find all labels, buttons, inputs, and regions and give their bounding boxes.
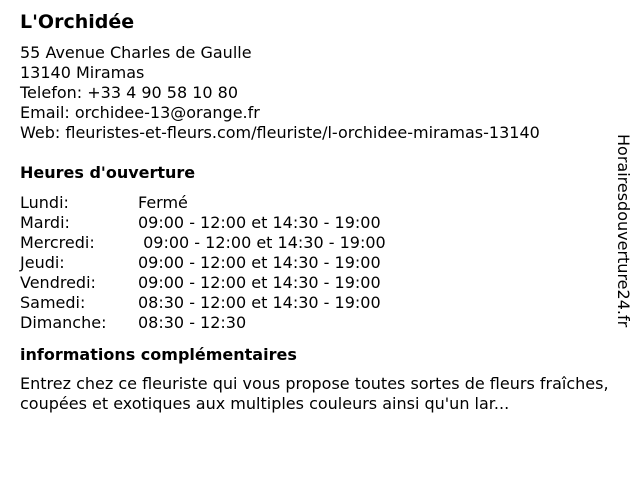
address-city: 13140 Miramas xyxy=(20,63,145,82)
hours-time: 09:00 - 12:00 et 14:30 - 19:00 xyxy=(138,213,381,232)
hours-time: 09:00 - 12:00 et 14:30 - 19:00 xyxy=(138,253,381,272)
site-watermark: Horairesdouverture24.fr xyxy=(614,134,633,328)
hours-time: 08:30 - 12:30 xyxy=(138,313,247,332)
hours-time: 09:00 - 12:00 et 14:30 - 19:00 xyxy=(138,273,381,292)
hours-heading: Heures d'ouverture xyxy=(20,163,196,182)
hours-row-jeudi xyxy=(20,253,612,273)
store-card xyxy=(20,10,612,414)
phone-line: Telefon: +33 4 90 58 10 80 xyxy=(20,83,239,102)
hours-table xyxy=(20,193,612,333)
info-description: Entrez chez ce fleuriste qui vous propose toutes sortes de fleurs fraîches, coupées et exotiques aux multiples couleurs ainsi qu'un lar... xyxy=(20,374,609,413)
info-heading: informations complémentaires xyxy=(20,345,297,364)
hours-day: Vendredi: xyxy=(20,273,96,292)
hours-time: 08:30 - 12:00 et 14:30 - 19:00 xyxy=(138,293,381,312)
hours-day: Jeudi: xyxy=(20,253,65,272)
hours-row-samedi xyxy=(20,293,612,313)
hours-row-mercredi xyxy=(20,233,612,253)
hours-row-dimanche xyxy=(20,313,612,333)
hours-row-lundi xyxy=(20,193,612,213)
hours-row-vendredi xyxy=(20,273,612,293)
address-street: 55 Avenue Charles de Gaulle xyxy=(20,43,252,62)
hours-row-mardi xyxy=(20,213,612,233)
email-line: Email: orchidee-13@orange.fr xyxy=(20,103,260,122)
hours-time: Fermé xyxy=(138,193,188,212)
hours-day: Mercredi: xyxy=(20,233,95,252)
hours-day: Lundi: xyxy=(20,193,69,212)
store-name: L'Orchidée xyxy=(20,11,135,33)
hours-day: Samedi: xyxy=(20,293,86,312)
hours-day: Mardi: xyxy=(20,213,70,232)
hours-day: Dimanche: xyxy=(20,313,107,332)
web-line: Web: fleuristes-et-fleurs.com/fleuriste/l-orchidee-miramas-13140 xyxy=(20,123,540,142)
hours-time: 09:00 - 12:00 et 14:30 - 19:00 xyxy=(138,233,386,252)
